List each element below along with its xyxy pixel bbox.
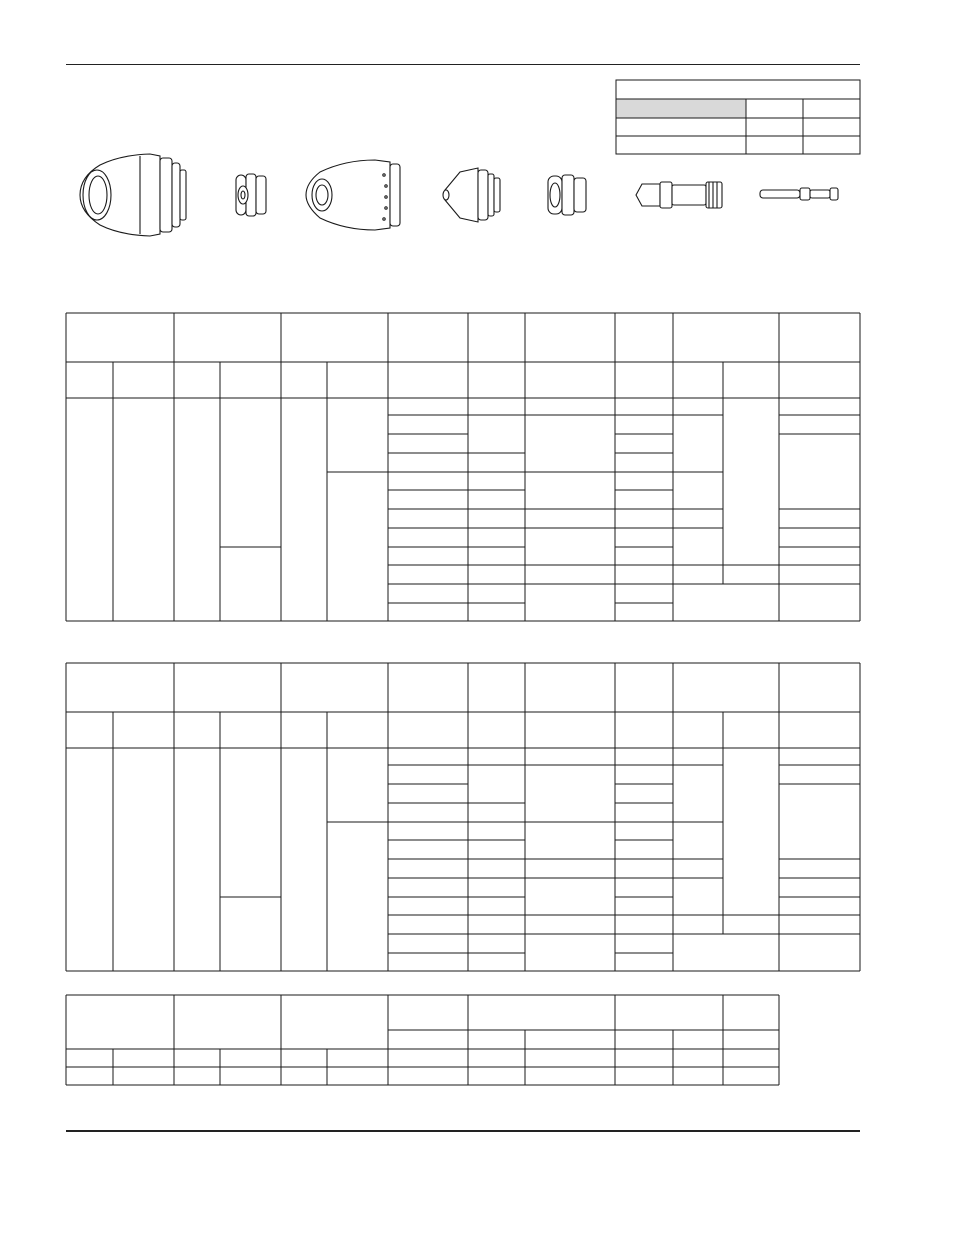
nozzle-cap-icon [548,175,586,215]
nozzle-icon [443,168,500,222]
water-tube-icon [760,188,838,200]
footer-rule [66,1130,860,1132]
retaining-cap-icon [236,174,266,216]
header-rule [66,64,860,65]
shield-icon [80,154,186,236]
swirl-ring-icon [306,160,400,230]
electrode-icon [636,182,722,208]
